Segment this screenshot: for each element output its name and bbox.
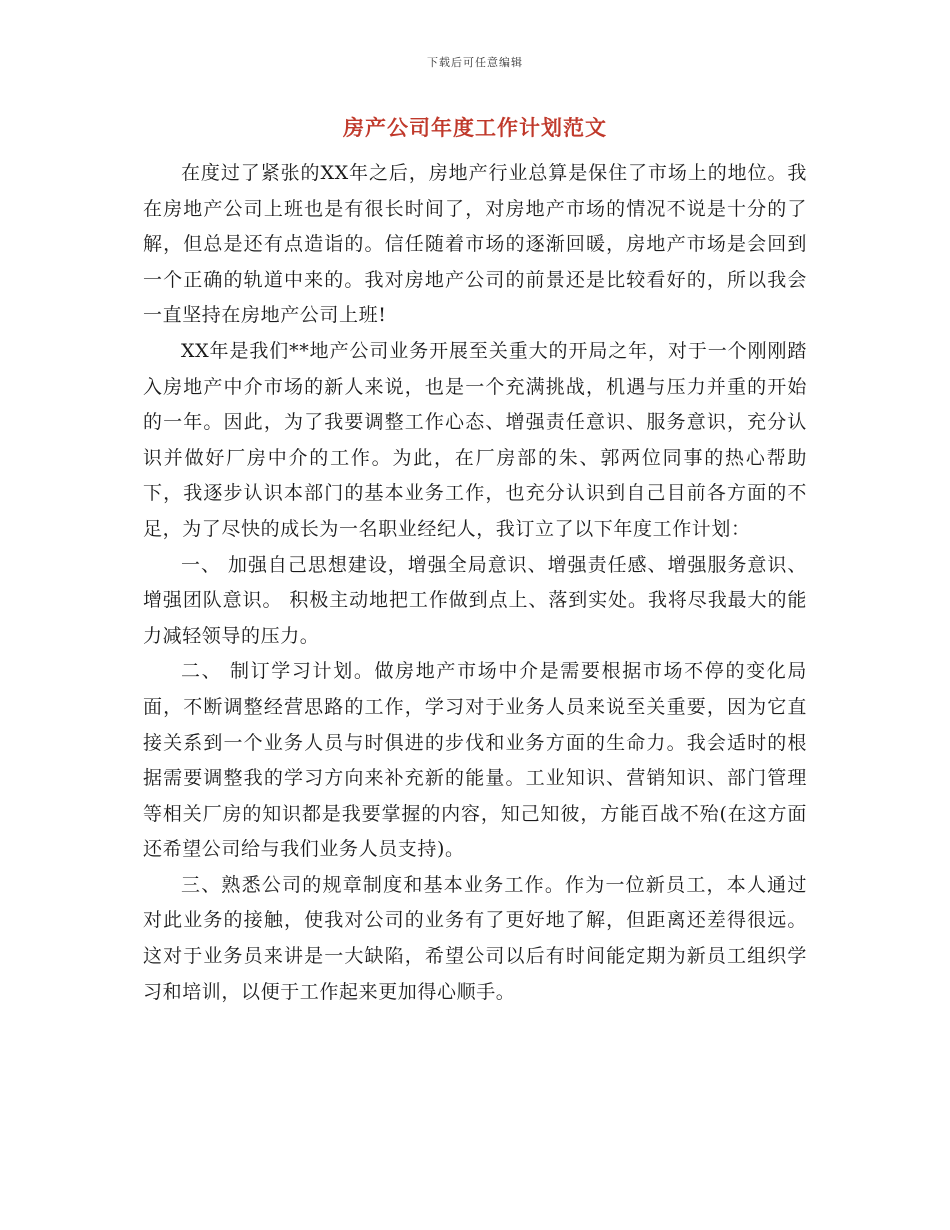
paragraph-background: XX年是我们**地产公司业务开展至关重大的开局之年，对于一个刚刚踏入房地产中介市场的新人来说，也是一个充满挑战，机遇与压力并重的开始的一年。因此，为了我要调整工作心态、增强责任意识、服务意识，充分认识并做好厂房中介的工作。为此，在厂房部的朱、郭两位同事的热心帮助下，我逐步认识本部门的基本业务工作，也充分认识到自己目前各方面的不足，为了尽快的成长为一名职业经纪人，我订立了以下年度工作计划：	[143, 339, 807, 540]
paragraph-item-1: 一、 加强自己思想建设，增强全局意识、增强责任感、增强服务意识、增强团队意识。 积极主动地把工作做到点上、落到实处。我将尽我最大的能力减轻领导的压力。	[143, 553, 807, 647]
paragraph-intro: 在度过了紧张的XX年之后，房地产行业总算是保住了市场上的地位。我在房地产公司上班也是有很长时间了，对房地产市场的情况不说是十分的了解，但总是还有点造诣的。信任随着市场的逐渐回暖，房地产市场是会回到一个正确的轨道中来的。我对房地产公司的前景还是比较看好的，所以我会一直坚持在房地产公司上班!	[143, 162, 807, 327]
document-body	[143, 156, 807, 1010]
paragraph-item-2: 二、 制订学习计划。做房地产市场中介是需要根据市场不停的变化局面，不断调整经营思路的工作，学习对于业务人员来说至关重要，因为它直接关系到一个业务人员与时俱进的步伐和业务方面的生命力。我会适时的根据需要调整我的学习方向来补充新的能量。工业知识、营销知识、部门管理等相关厂房的知识都是我要掌握的内容，知己知彼，方能百战不殆(在这方面还希望公司给与我们业务人员支持)。	[143, 660, 807, 861]
document-title: 房产公司年度工作计划范文	[343, 115, 607, 140]
paragraph-item-3: 三、熟悉公司的规章制度和基本业务工作。作为一位新员工，本人通过对此业务的接触，使我对公司的业务有了更好地了解，但距离还差得很远。这对于业务员来讲是一大缺陷，希望公司以后有时间能定期为新员工组织学习和培训，以便于工作起来更加得心顺手。	[143, 873, 807, 1003]
header-note: 下载后可任意编辑	[427, 56, 523, 69]
